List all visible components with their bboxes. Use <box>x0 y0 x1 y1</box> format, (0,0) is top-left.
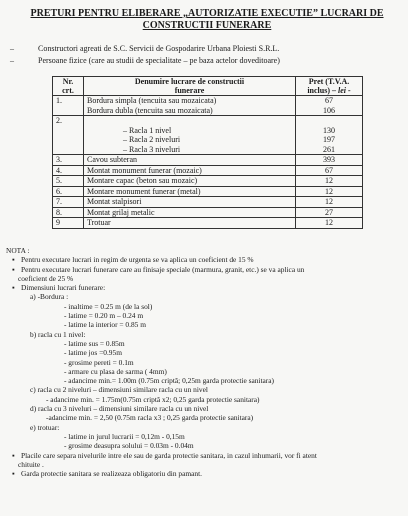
note-line: coeficient de 25 % <box>18 273 74 283</box>
note-line: - latime sus = 0.85m <box>64 338 125 348</box>
note-line: ▪ Garda protectie sanitara se realizeaza obligatoriu din pamant. <box>6 469 402 478</box>
header-price: Pret (T.V.A. inclus) – lei - <box>296 77 363 96</box>
note-line: b) racla cu 1 nivel: <box>30 329 86 339</box>
row-nr: 2. <box>53 116 84 155</box>
provider-text: Persoane fizice (care au studii de specialitate – pe baza actelor doveditoare) <box>38 56 280 65</box>
table-header-row <box>53 77 363 96</box>
row-nr: 1. <box>53 96 84 116</box>
provider-item: – Persoane fizice (care au studii de specialitate – pe baza actelor doveditoare) <box>10 56 280 65</box>
note-line: - latime = 0.20 m – 0.24 m <box>64 311 144 321</box>
row-price: 12 <box>296 186 363 197</box>
note-line: c) racla cu 2 niveluri – dimensiuni similare racla cu un nivel <box>30 385 208 395</box>
row-price: 27 <box>296 207 363 218</box>
table-row <box>53 155 363 166</box>
table-row <box>53 218 363 229</box>
price-table <box>52 76 363 229</box>
table-row <box>53 207 363 218</box>
note-line: e) trotuar: <box>30 422 60 432</box>
table-row <box>53 186 363 197</box>
table-row <box>53 197 363 208</box>
row-price: 67 106 <box>296 96 363 116</box>
row-price: 393 <box>296 155 363 166</box>
row-description: Montat monument funerar (mozaic) <box>84 165 296 176</box>
row-description: Cavou subteran <box>84 155 296 166</box>
note-line: a) -Bordura : <box>30 292 69 302</box>
row-price: 130 197 261 <box>296 116 363 155</box>
row-description: Montat grilaj metalic <box>84 207 296 218</box>
note-line: - latime jos =0.95m <box>64 348 122 358</box>
row-nr: 9 <box>53 218 84 229</box>
note-line: -adancime min. = 2,50 (0.75m racla x3 ; 0,25 garda protectie sanitara) <box>46 413 254 423</box>
note-line: chituite . <box>18 459 44 469</box>
row-description: Montare monument funerar (metal) <box>84 186 296 197</box>
row-price: 67 <box>296 165 363 176</box>
row-nr: 6. <box>53 186 84 197</box>
row-nr: 5. <box>53 176 84 187</box>
note-line: - latime la interior = 0.85 m <box>64 320 146 330</box>
note-line: ▪ Pentru executare lucrari in regim de urgenta se va aplica un coeficient de 15 % <box>6 255 402 264</box>
row-price: 12 <box>296 197 363 208</box>
table-row <box>53 176 363 187</box>
notes-label: NOTA : <box>6 246 30 255</box>
row-nr: 4. <box>53 165 84 176</box>
header-description: Denumire lucrare de constructii funerare <box>84 77 296 96</box>
table-row <box>53 96 363 116</box>
notes-section <box>6 246 402 478</box>
provider-item: – Constructori agreati de S.C. Servicii de Gospodarire Urbana Ploiesti S.R.L. <box>10 44 280 53</box>
row-description: Montat stalpisori <box>84 197 296 208</box>
note-line: - grosime deasupra solului = 0.03m - 0.04m <box>64 441 194 451</box>
header-nr: Nr. crt. <box>53 77 84 96</box>
note-line: - armare cu plasa de sarma ( 4mm) <box>64 366 167 376</box>
document-title <box>14 8 400 32</box>
row-nr: 3. <box>53 155 84 166</box>
row-nr: 8. <box>53 207 84 218</box>
row-description: Trotuar <box>84 218 296 229</box>
note-line: - latime in jurul lucrarii = 0,12m - 0,15m <box>64 431 185 441</box>
row-description: Bordura simpla (tencuita sau mozaicata) Bordura dubla (tencuita sau mozaicata) <box>84 96 296 116</box>
row-description: Montare capac (beton sau mozaic) <box>84 176 296 187</box>
row-price: 12 <box>296 176 363 187</box>
row-price: 12 <box>296 218 363 229</box>
table-row <box>53 165 363 176</box>
row-description: – Racla 1 nivel – Racla 2 niveluri – Racla 3 niveluri <box>84 116 296 155</box>
note-line: ▪ Pentru executare lucrari funerare care au finisaje speciale (marmura, granit, etc.) se va aplica un <box>6 265 402 274</box>
provider-text: Constructori agreati de S.C. Servicii de Gospodarire Urbana Ploiesti S.R.L. <box>38 44 280 53</box>
note-line: - grosime pereti = 0.1m <box>64 357 134 367</box>
note-line: ▪ Dimensiuni lucrari funerare: <box>6 283 402 292</box>
note-line: - adancime min.= 1.00m (0.75m criptă; 0,25m garda protectie sanitara) <box>64 376 275 386</box>
title-line-2: CONSTRUCTII FUNERARE <box>142 20 272 31</box>
note-line: ▪ Placile care separa nivelurile intre ele sau de garda protectie sanitara, in cazul inhumarii, vor fi atent <box>6 451 402 460</box>
row-nr: 7. <box>53 197 84 208</box>
title-line-1: PRETURI PENTRU ELIBERARE „AUTORIZATIE EXECUTIE” LUCRARI DE <box>30 8 384 19</box>
note-line: - adancime min. = 1.75m(0.75m criptă x2; 0,25 garda protectie sanitara) <box>46 394 260 404</box>
note-line: d) racla cu 3 niveluri – dimensiuni similare racla cu un nivel <box>30 404 209 414</box>
table-row <box>53 116 363 155</box>
note-line: - inaltime = 0.25 m (de la sol) <box>64 301 153 311</box>
